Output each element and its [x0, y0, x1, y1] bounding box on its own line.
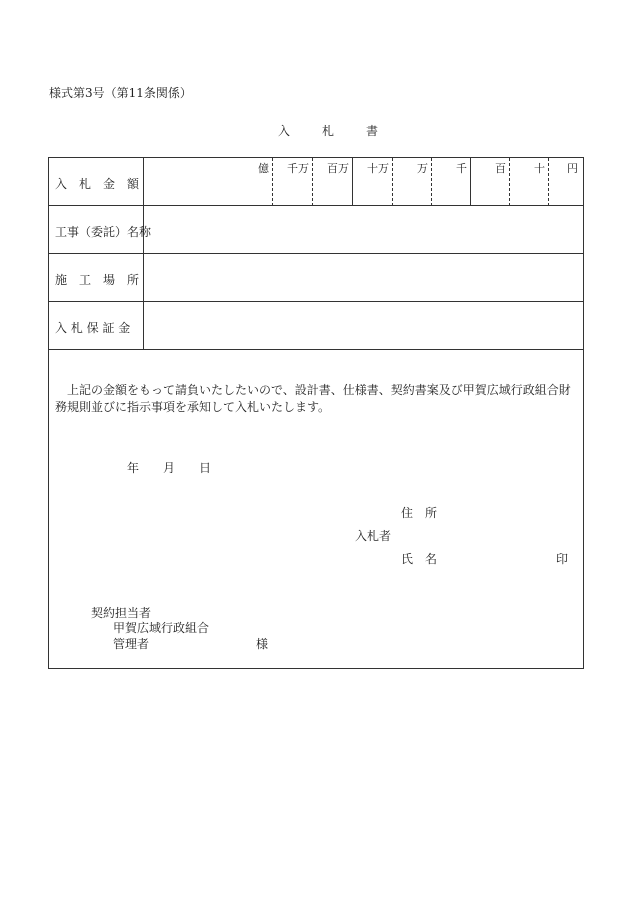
- seal-mark: 印: [556, 552, 569, 566]
- bid-statement: 上記の金額をもって請負いたしたいので、設計書、仕様書、契約書案及び甲賀広域行政組合財務規則並びに指示事項を承知して入札いたします。: [55, 383, 571, 414]
- bidder-role-label: 入札者: [355, 529, 392, 543]
- unit-sen: 千: [456, 162, 467, 175]
- recipient-position: 管理者: [113, 637, 150, 651]
- date-month-label: 月: [163, 461, 176, 475]
- unit-senman: 千万: [287, 162, 309, 175]
- row-divider: [49, 301, 583, 302]
- form-number: 様式第3号（第11条関係）: [49, 86, 192, 100]
- unit-yen: 円: [567, 162, 578, 175]
- unit-hyakuman: 百万: [327, 162, 349, 175]
- document-title: 入 札 書: [278, 124, 389, 138]
- date-day-label: 日: [199, 461, 212, 475]
- row-divider: [49, 349, 583, 350]
- recipient-organization: 甲賀広域行政組合: [113, 621, 210, 635]
- row-divider: [49, 253, 583, 254]
- label-construction-site: 施 工 場 所: [55, 273, 140, 287]
- row-divider: [49, 205, 583, 206]
- unit-hyaku: 百: [495, 162, 506, 175]
- unit-man: 万: [417, 162, 428, 175]
- bidder-address-label: 住 所: [401, 506, 438, 520]
- bid-form-table: [48, 157, 584, 669]
- unit-juman: 十万: [367, 162, 389, 175]
- label-column-divider: [143, 158, 144, 350]
- unit-oku: 億: [258, 162, 269, 175]
- date-year-label: 年: [127, 461, 140, 475]
- label-project-name: 工事（委託）名称: [55, 225, 152, 239]
- recipient-title: 契約担当者: [91, 606, 152, 620]
- unit-ju: 十: [534, 162, 545, 175]
- label-bid-bond: 入 札 保 証 金: [55, 321, 131, 335]
- label-bid-amount: 入 札 金 額: [55, 177, 140, 191]
- bidder-name-label: 氏 名: [401, 552, 438, 566]
- recipient-honorific: 様: [256, 637, 269, 651]
